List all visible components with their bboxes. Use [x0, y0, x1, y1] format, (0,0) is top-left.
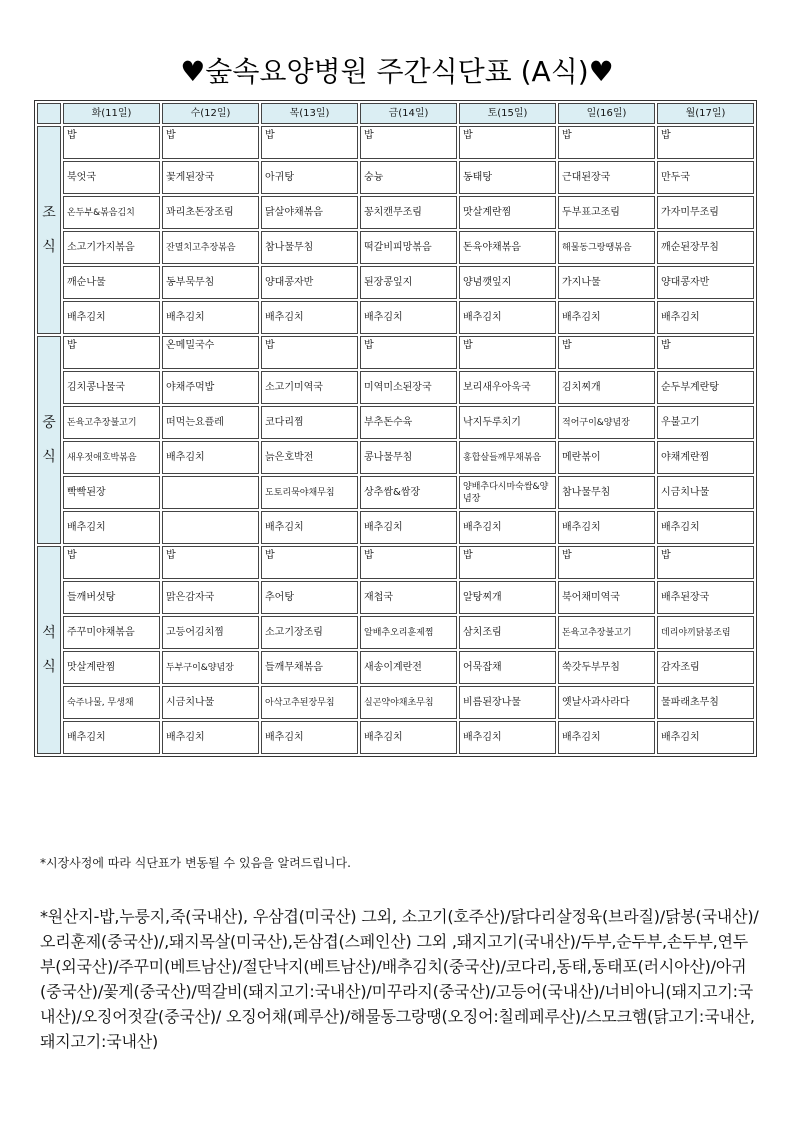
menu-item: 근대된장국	[558, 161, 655, 194]
meal-label-char: 식	[42, 239, 56, 255]
menu-item: 고등어김치찜	[162, 616, 259, 649]
menu-item: 해물동그랑땡볶음	[558, 231, 655, 264]
breakfast-row	[37, 196, 754, 229]
dinner-row	[37, 686, 754, 719]
menu-item: 밥	[657, 546, 754, 579]
day-header: 일(16일)	[558, 103, 655, 124]
dinner-row	[37, 721, 754, 754]
menu-item: 코다리찜	[261, 406, 358, 439]
menu-item: 꽁치캔무조림	[360, 196, 457, 229]
menu-item: 부추돈수육	[360, 406, 457, 439]
menu-item: 배추김치	[261, 301, 358, 334]
menu-item: 밥	[63, 546, 160, 579]
dinner-row	[37, 651, 754, 684]
menu-item: 배추김치	[558, 301, 655, 334]
menu-item: 밥	[162, 126, 259, 159]
page-title: ♥숲속요양병원 주간식단표 (A식)♥	[180, 55, 614, 88]
menu-item: 우불고기	[657, 406, 754, 439]
menu-item: 아삭고추된장무침	[261, 686, 358, 719]
menu-item: 밥	[558, 336, 655, 369]
menu-item: 밥	[657, 336, 754, 369]
dinner-label	[37, 546, 61, 754]
lunch-label	[37, 336, 61, 544]
day-header: 목(13일)	[261, 103, 358, 124]
menu-item: 밥	[558, 126, 655, 159]
menu-item: 배추김치	[360, 721, 457, 754]
menu-item: 꽈리초돈장조림	[162, 196, 259, 229]
menu-item: 밥	[459, 336, 556, 369]
menu-item: 옛날사과사라다	[558, 686, 655, 719]
menu-item: 맑은감자국	[162, 581, 259, 614]
menu-item: 밥	[63, 126, 160, 159]
menu-item: 온메밀국수	[162, 336, 259, 369]
menu-item	[162, 511, 259, 544]
menu-item: 재첩국	[360, 581, 457, 614]
menu-item: 적어구이&양념장	[558, 406, 655, 439]
menu-item: 밥	[360, 336, 457, 369]
menu-item: 시금치나물	[657, 476, 754, 509]
menu-item: 밥	[360, 546, 457, 579]
menu-item: 어묵잡채	[459, 651, 556, 684]
menu-item: 낙지두루치기	[459, 406, 556, 439]
weekly-menu-table	[34, 100, 757, 757]
menu-item: 새우젓애호박볶음	[63, 441, 160, 474]
menu-item: 물파래초무침	[657, 686, 754, 719]
menu-item: 된장콩잎지	[360, 266, 457, 299]
menu-item: 야채주먹밥	[162, 371, 259, 404]
menu-item: 배추김치	[360, 511, 457, 544]
menu-item: 새송이계란전	[360, 651, 457, 684]
corner-cell	[37, 103, 61, 124]
menu-item: 배추김치	[459, 301, 556, 334]
menu-item: 감자조림	[657, 651, 754, 684]
meal-label-char: 식	[42, 449, 56, 465]
menu-item: 김치찌개	[558, 371, 655, 404]
menu-item: 밥	[459, 126, 556, 159]
lunch-row	[37, 511, 754, 544]
menu-item: 양대콩자반	[261, 266, 358, 299]
menu-item: 온두부&볶음김치	[63, 196, 160, 229]
menu-item: 북엇국	[63, 161, 160, 194]
menu-item: 만두국	[657, 161, 754, 194]
meal-label-char: 식	[42, 659, 56, 675]
menu-item: 미역미소된장국	[360, 371, 457, 404]
menu-item: 돈육고추장불고기	[558, 616, 655, 649]
menu-item: 배추김치	[657, 301, 754, 334]
menu-item: 숭늉	[360, 161, 457, 194]
menu-item: 메란볶이	[558, 441, 655, 474]
menu-item: 돈육고추장불고기	[63, 406, 160, 439]
menu-item: 배추김치	[459, 721, 556, 754]
menu-item: 닭살야채볶음	[261, 196, 358, 229]
menu-item: 배추김치	[63, 511, 160, 544]
menu-item: 실곤약야채초무침	[360, 686, 457, 719]
menu-item: 숙주나물, 무생채	[63, 686, 160, 719]
menu-item: 배추김치	[657, 721, 754, 754]
menu-item: 배추된장국	[657, 581, 754, 614]
menu-item: 소고기장조림	[261, 616, 358, 649]
menu-item: 빡빡된장	[63, 476, 160, 509]
menu-item: 삼치조림	[459, 616, 556, 649]
menu-item: 밥	[261, 546, 358, 579]
menu-item: 쑥갓두부무침	[558, 651, 655, 684]
menu-item: 꽃게된장국	[162, 161, 259, 194]
origin-text: *원산지-밥,누룽지,죽(국내산), 우삼겹(미국산) 그외, 소고기(호주산)/닭다리살정육(브라질)/닭봉(국내산)/오리훈제(중국산)/,돼지목살(미국산),돈삼겹(스페인산) 그외 ,돼지고기(국내산)/두부,순두부,손두부,연두부(외국산)/주꾸미(베트남산)/절단낙지(베트남산)/배추김치(중국산)/코다리,동태,동태포(러시아산)/아귀(중국산)/꽃게(중국산)/떡갈비(돼지고기:국내산)/미꾸라지(중국산)/고등어(국내산)/너비아니(돼지고기:국내산)/오징어젓갈(중국산)/ 오징어채(페루산)/해물동그랑땡(오징어:칠레페루산)/스모크햄(닭고기:국내산,돼지고기:국내산)	[40, 907, 759, 1051]
menu-item: 늙은호박전	[261, 441, 358, 474]
menu-item: 참나물무침	[261, 231, 358, 264]
dinner-row	[37, 616, 754, 649]
menu-item: 양배추다시마숙쌈&양념장	[459, 476, 556, 509]
menu-item: 밥	[63, 336, 160, 369]
menu-item: 상추쌈&쌈장	[360, 476, 457, 509]
menu-item: 밥	[657, 126, 754, 159]
menu-item: 배추김치	[162, 721, 259, 754]
menu-item: 양대콩자반	[657, 266, 754, 299]
menu-item	[162, 476, 259, 509]
menu-body	[37, 126, 754, 754]
menu-item: 데리야끼닭봉조림	[657, 616, 754, 649]
menu-item: 홍합살들깨무채볶음	[459, 441, 556, 474]
meal-label-char: 조	[42, 205, 56, 221]
breakfast-row	[37, 161, 754, 194]
menu-item: 동태탕	[459, 161, 556, 194]
meal-label-char: 중	[42, 415, 56, 431]
menu-item: 밥	[459, 546, 556, 579]
menu-item: 배추김치	[459, 511, 556, 544]
menu-item: 두부구이&양념장	[162, 651, 259, 684]
menu-item: 주꾸미야채볶음	[63, 616, 160, 649]
day-header: 월(17일)	[657, 103, 754, 124]
notice-text: *시장사정에 따라 식단표가 변동될 수 있음을 알려드립니다.	[40, 856, 351, 870]
menu-item: 배추김치	[360, 301, 457, 334]
menu-item: 배추김치	[261, 721, 358, 754]
menu-item: 알탕찌개	[459, 581, 556, 614]
menu-item: 김치콩나물국	[63, 371, 160, 404]
menu-item: 밥	[360, 126, 457, 159]
breakfast-row	[37, 266, 754, 299]
breakfast-row	[37, 301, 754, 334]
lunch-row	[37, 336, 754, 369]
menu-item: 배추김치	[657, 511, 754, 544]
menu-item: 동부묵무침	[162, 266, 259, 299]
menu-item: 배추김치	[162, 301, 259, 334]
dinner-row	[37, 546, 754, 579]
menu-item: 추어탕	[261, 581, 358, 614]
menu-item: 깨순된장무침	[657, 231, 754, 264]
menu-item: 두부표고조림	[558, 196, 655, 229]
menu-item: 잔멸치고추장볶음	[162, 231, 259, 264]
menu-item: 떡갈비피망볶음	[360, 231, 457, 264]
day-header: 금(14일)	[360, 103, 457, 124]
menu-item: 순두부계란탕	[657, 371, 754, 404]
menu-item: 가자미무조림	[657, 196, 754, 229]
menu-item: 보리새우아욱국	[459, 371, 556, 404]
menu-item: 참나물무침	[558, 476, 655, 509]
menu-item: 아귀탕	[261, 161, 358, 194]
menu-item: 배추김치	[558, 721, 655, 754]
day-header: 수(12일)	[162, 103, 259, 124]
menu-item: 콩나물무침	[360, 441, 457, 474]
menu-item: 시금치나물	[162, 686, 259, 719]
menu-item: 들깨버섯탕	[63, 581, 160, 614]
day-header: 화(11일)	[63, 103, 160, 124]
breakfast-row	[37, 231, 754, 264]
day-header: 토(15일)	[459, 103, 556, 124]
menu-item: 야채계란찜	[657, 441, 754, 474]
lunch-row	[37, 406, 754, 439]
menu-item: 밥	[261, 126, 358, 159]
menu-item: 밥	[261, 336, 358, 369]
menu-item: 소고기미역국	[261, 371, 358, 404]
menu-item: 배추김치	[162, 441, 259, 474]
dinner-row	[37, 581, 754, 614]
menu-item: 도토리묵야채무침	[261, 476, 358, 509]
menu-item: 알배추오리훈제찜	[360, 616, 457, 649]
lunch-row	[37, 371, 754, 404]
menu-item: 맛살계란찜	[63, 651, 160, 684]
menu-item: 돈육야채볶음	[459, 231, 556, 264]
meal-label-char: 석	[42, 625, 56, 641]
breakfast-row	[37, 126, 754, 159]
menu-item: 배추김치	[261, 511, 358, 544]
menu-item: 깨순나물	[63, 266, 160, 299]
menu-item: 밥	[558, 546, 655, 579]
lunch-row	[37, 476, 754, 509]
day-header-row	[37, 103, 754, 124]
menu-item: 맛살계란찜	[459, 196, 556, 229]
breakfast-label	[37, 126, 61, 334]
menu-item: 배추김치	[63, 301, 160, 334]
menu-item: 밥	[162, 546, 259, 579]
menu-item: 들깨무채볶음	[261, 651, 358, 684]
menu-item: 배추김치	[558, 511, 655, 544]
menu-item: 양념깻잎지	[459, 266, 556, 299]
menu-item: 떠먹는요플레	[162, 406, 259, 439]
menu-item: 비름된장나물	[459, 686, 556, 719]
menu-item: 배추김치	[63, 721, 160, 754]
menu-item: 가지나물	[558, 266, 655, 299]
lunch-row	[37, 441, 754, 474]
menu-item: 북어채미역국	[558, 581, 655, 614]
menu-item: 소고기가지볶음	[63, 231, 160, 264]
